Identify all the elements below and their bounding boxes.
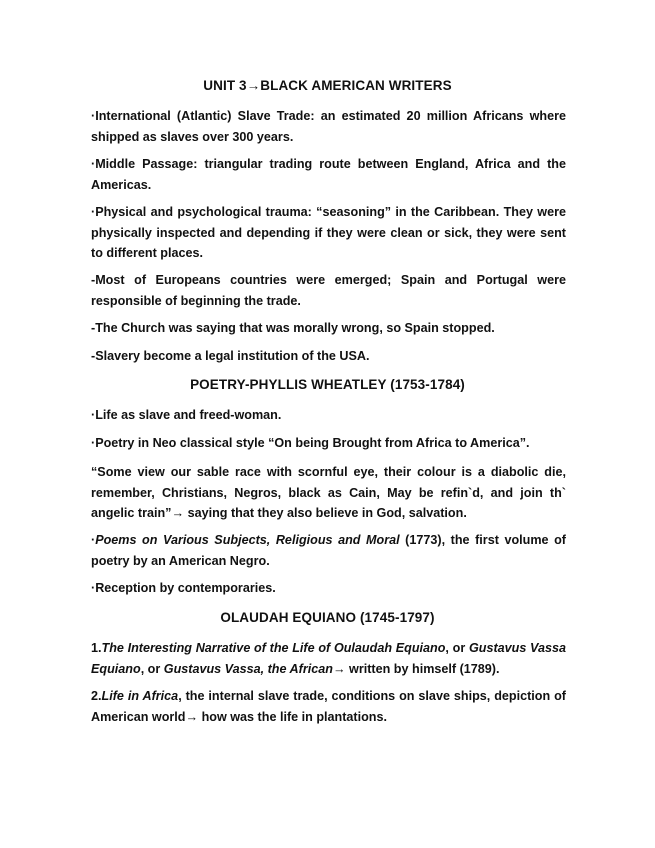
intro-paragraph-trauma: ·Physical and psychological trauma: “seasoning” in the Caribbean. They were physically inspected and depending if they were clean or sick, they were sent to different places.	[91, 205, 566, 260]
unit-heading: UNIT 3→BLACK AMERICAN WRITERS	[203, 78, 452, 93]
intro-paragraph-europeans: -Most of Europeans countries were emerged; Spain and Portugal were responsible of beginning the trade.	[91, 273, 566, 308]
wheatley-paragraph-poetry-style: ·Poetry in Neo classical style “On being Brought from Africa to America”.	[91, 436, 530, 450]
paragraph-text: → written by himself (1789).	[332, 661, 500, 676]
paragraph-text: , the internal slave trade, conditions on slave ships, depiction of American world→ how was the life in plantations.	[91, 689, 566, 724]
wheatley-paragraph-reception: ·Reception by contemporaries.	[91, 581, 276, 595]
intro-paragraph-middle-passage: ·Middle Passage: triangular trading route between England, Africa and the Americas.	[91, 157, 566, 192]
paragraph-text: (1773), the first volume of poetry by an American Negro.	[91, 533, 566, 568]
equiano-paragraph-narrative	[91, 638, 566, 679]
work-title: Gustavus Vassa, the African	[163, 661, 333, 676]
intro-paragraph-church: -The Church was saying that was morally wrong, so Spain stopped.	[91, 321, 495, 335]
separator-text: , or	[445, 641, 469, 655]
equiano-heading: OLAUDAH EQUIANO (1745-1797)	[220, 610, 435, 625]
wheatley-paragraph-quote: “Some view our sable race with scornful eye, their colour is a diabolic die, remember, Christians, Negros, black as Cain, May be refin`d, and join th` angelic train”→ saying that they also believe in God, salvation.	[91, 465, 566, 520]
work-title: Poems on Various Subjects, Religious and Moral	[95, 533, 400, 547]
equiano-paragraph-life-in-africa	[91, 686, 566, 727]
wheatley-heading: POETRY-PHYLLIS WHEATLEY (1753-1784)	[190, 377, 465, 392]
bullet-dot: ·	[91, 533, 96, 547]
intro-paragraph-slave-trade: ·International (Atlantic) Slave Trade: an estimated 20 million Africans where shipped as slaves over 300 years.	[91, 109, 566, 144]
work-title: The Interesting Narrative of the Life of Oulaudah Equiano	[101, 641, 446, 655]
wheatley-paragraph-poems	[91, 530, 566, 571]
intro-paragraph-slavery-legal: -Slavery become a legal institution of the USA.	[91, 349, 370, 363]
item-number: 1.	[91, 641, 102, 655]
work-title: Life in Africa	[101, 689, 179, 703]
item-number: 2.	[91, 689, 102, 703]
wheatley-paragraph-life: ·Life as slave and freed-woman.	[91, 408, 282, 422]
separator-text: , or	[140, 661, 164, 676]
work-title: Gustavus Vassa Equiano	[91, 641, 567, 676]
